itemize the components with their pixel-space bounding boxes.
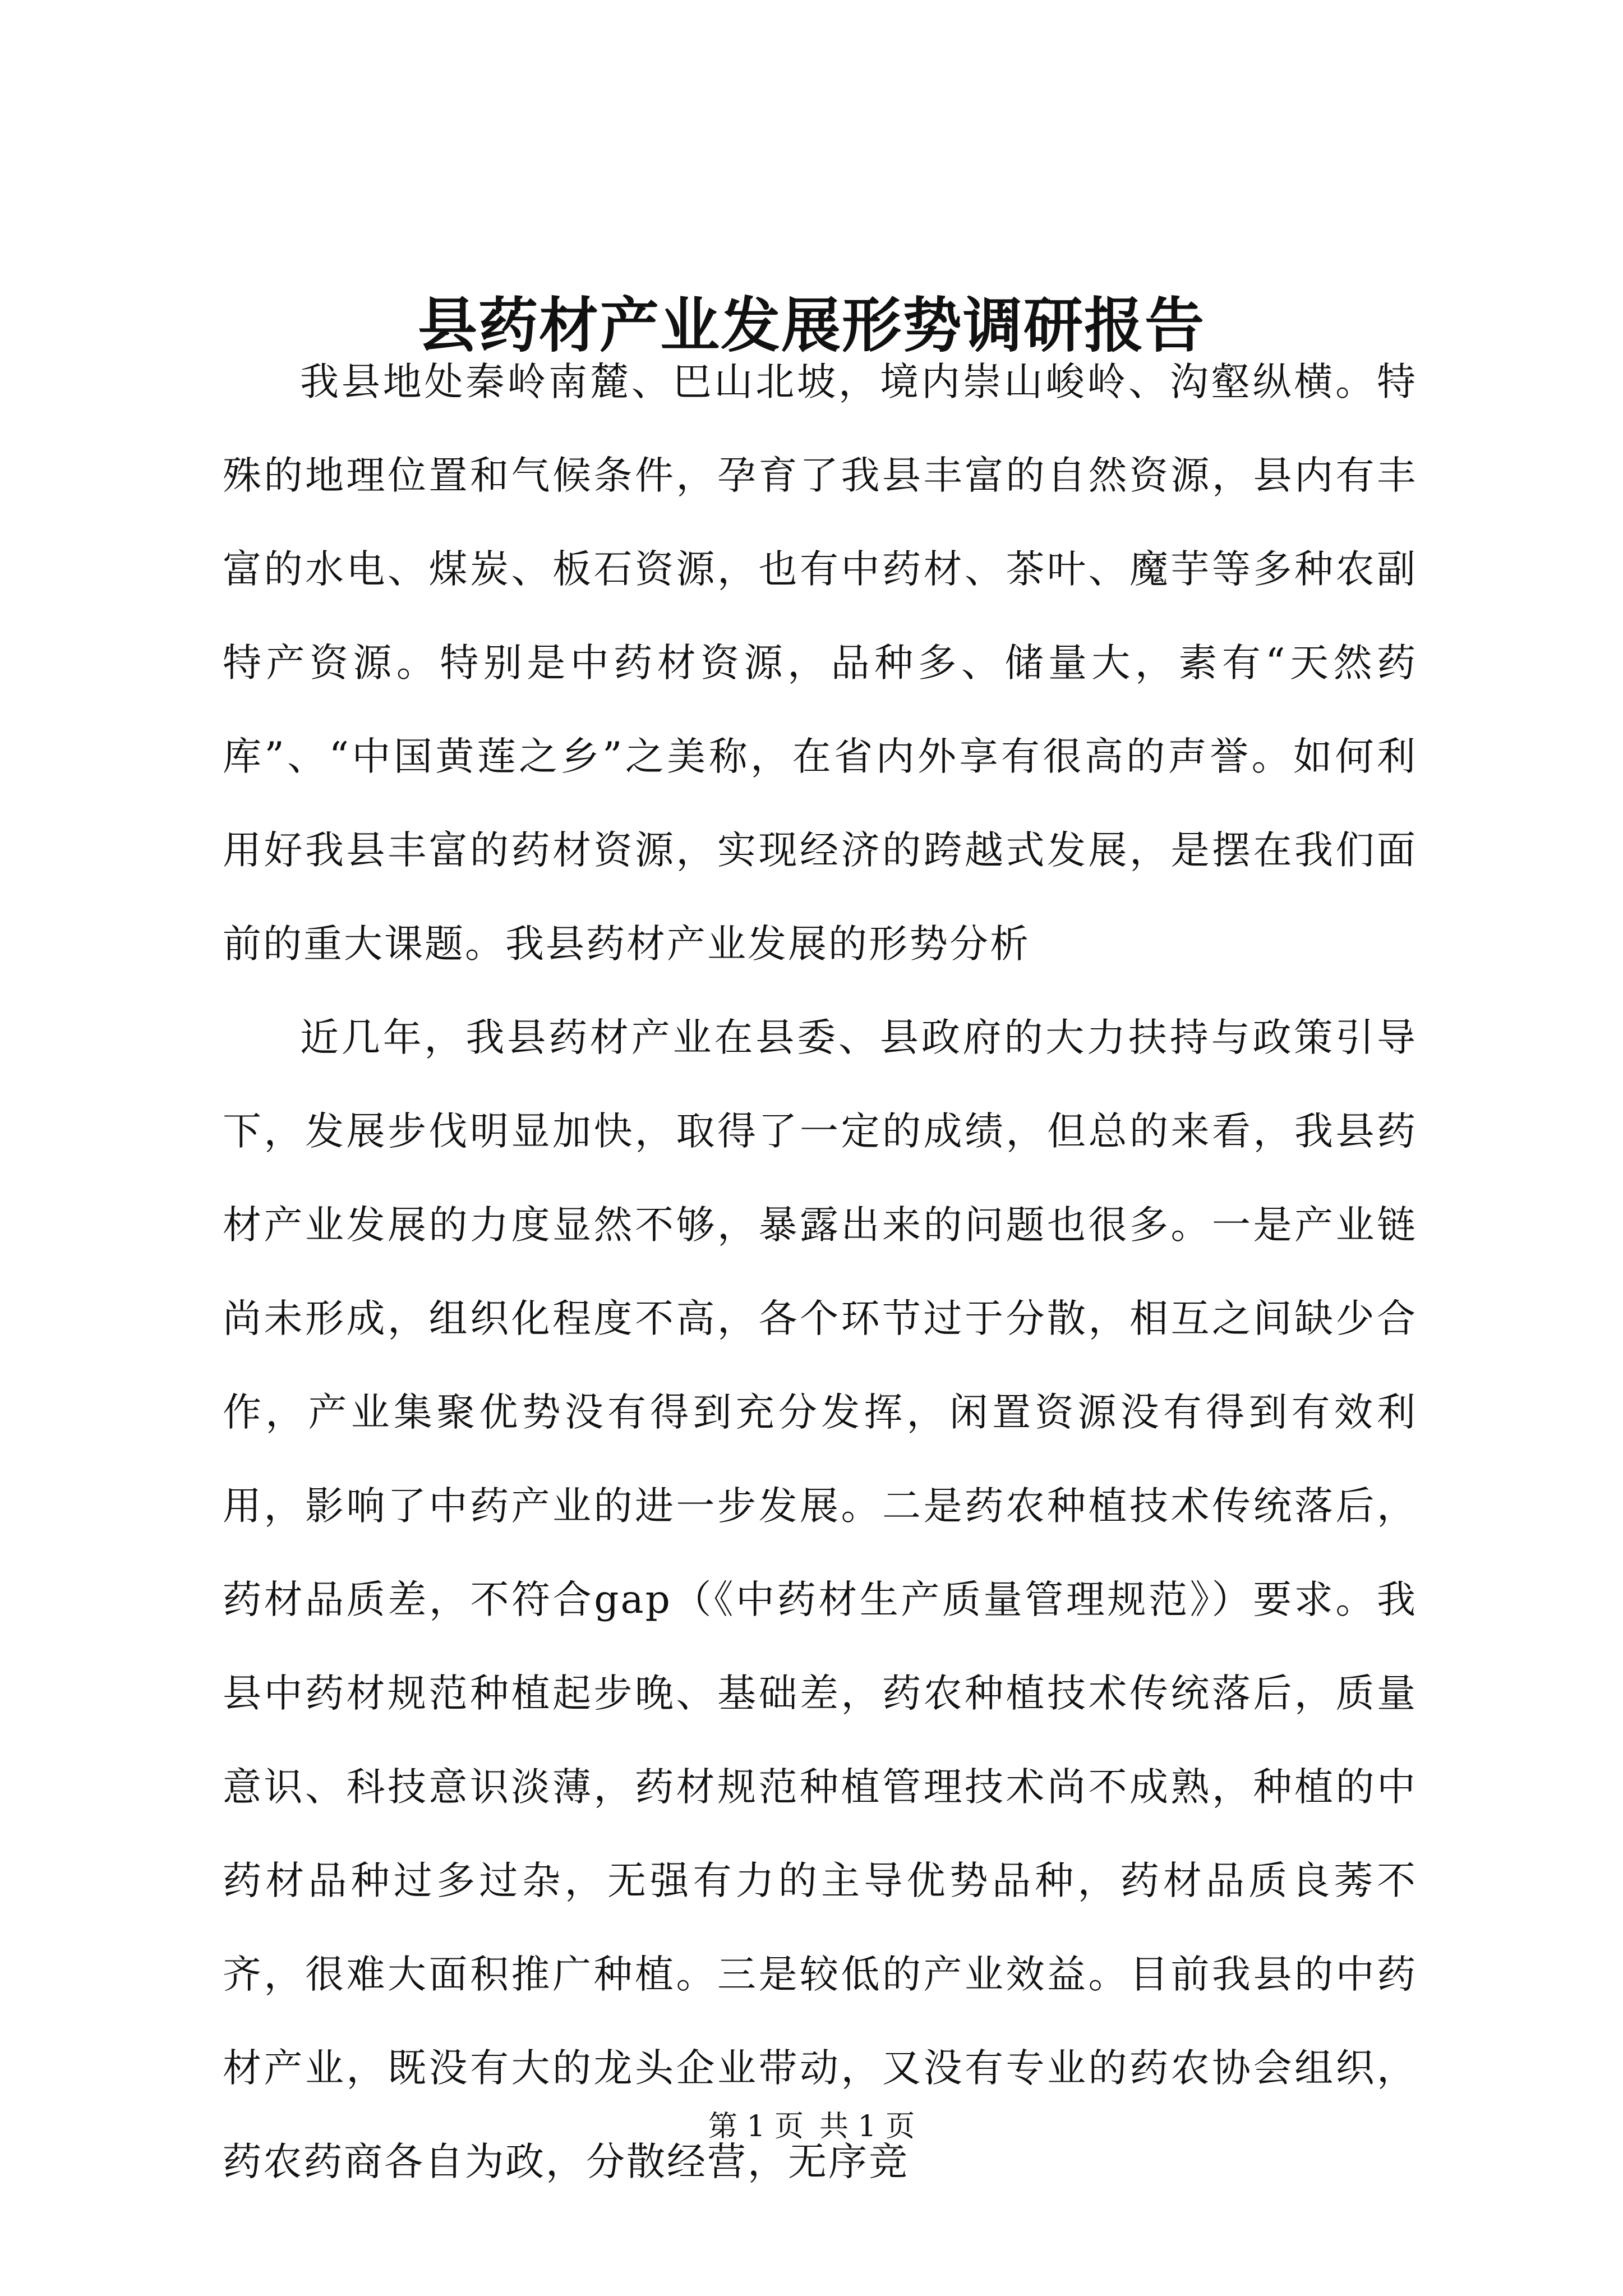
paragraph-2: 近几年，我县药材产业在县委、县政府的大力扶持与政策引导下，发展步伐明显加快，取得了一定的成绩，但总的来看，我县药材产业发展的力度显然不够，暴露出来的问题也很多。一是产业链尚未形成，组织化程度不高，各个环节过于分散，相互之间缺少合作，产业集聚优势没有得到充分发挥，闲置资源没有得到有效利用，影响了中药产业的进一步发展。二是药农种植技术传统落后，药材品质差，不符合gap（《中药材生产质量管理规范》）要求。我县中药材规范种植起步晚、基础差，药农种植技术传统落后，质量意识、科技意识淡薄，药材规范种植管理技术尚不成熟，种植的中药材品种过多过杂，无强有力的主导优势品种，药材品质良莠不齐，很难大面积推广种植。三是较低的产业效益。目前我县的中药材产业，既没有大的龙头企业带动，又没有专业的药农协会组织，药农药商各自为政，分散经营，无序竞 [223, 1015, 1417, 2184]
document-body [223, 335, 1417, 2209]
page-total: 共 1 页 [819, 2110, 915, 2143]
paragraph-1: 我县地处秦岭南麓、巴山北坡，境内崇山峻岭、沟壑纵横。特殊的地理位置和气候条件，孕育了我县丰富的自然资源，县内有丰富的水电、煤炭、板石资源，也有中药材、茶叶、魔芋等多种农副特产资源。特别是中药材资源，品种多、储量大，素有“天然药库”、“中国黄莲之乡”之美称，在省内外享有很高的声誉。如何利用好我县丰富的药材资源，实现经济的跨越式发展，是摆在我们面前的重大课题。我县药材产业发展的形势分析 [223, 360, 1417, 967]
document-title: 县药材产业发展形势调研报告 [418, 290, 1205, 360]
page-number: 第 1 页 [708, 2110, 804, 2143]
page-footer [0, 2107, 1623, 2146]
